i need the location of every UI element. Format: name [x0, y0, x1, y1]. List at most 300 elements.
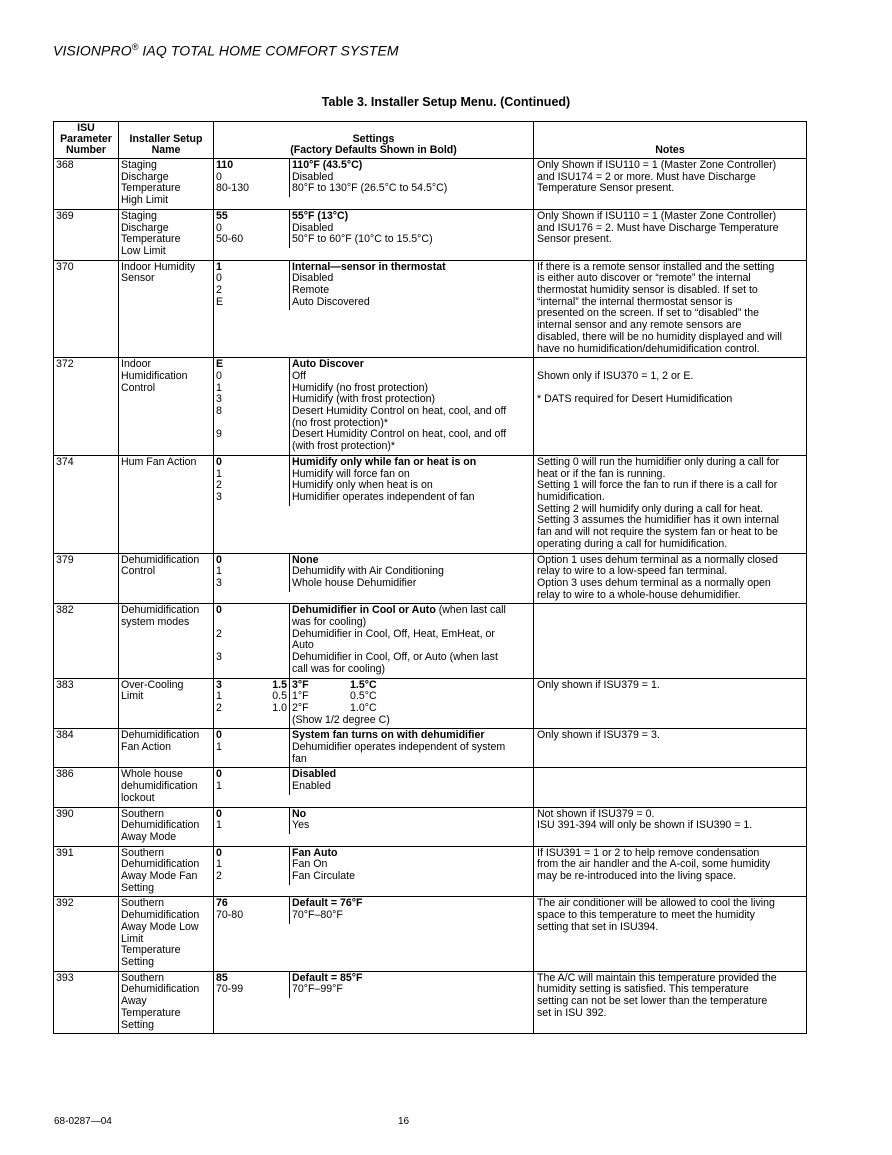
setting-description: (no frost protection)*	[292, 416, 388, 429]
param-number-cell	[54, 260, 119, 358]
setting-description-default: Dehumidifier in Cool or Auto	[292, 604, 436, 617]
notes-line: humidity setting is satisfied. This temperature	[537, 983, 749, 996]
setting-descriptions	[290, 847, 533, 885]
setup-name-cell	[119, 678, 214, 729]
table-header-row	[54, 122, 807, 159]
setup-name-line: Temperature	[121, 1006, 181, 1019]
setting-options	[214, 897, 290, 923]
document-header	[53, 42, 399, 59]
col-header-param-l2: Parameter	[60, 133, 112, 145]
param-number-cell	[54, 358, 119, 456]
setup-name-line: Fan Action	[121, 741, 172, 754]
setting-description: Default = 85°F	[292, 971, 363, 984]
setup-name-line: Humidification	[121, 369, 188, 382]
notes-line: and ISU174 = 2 or more. Must have Discharge	[537, 170, 756, 183]
setting-description: Auto	[292, 639, 314, 652]
setting-option-c: 1.5	[272, 678, 287, 691]
setting-descriptions	[290, 972, 533, 998]
setup-name-cell	[119, 768, 214, 807]
table-row	[54, 729, 807, 768]
settings-cell	[214, 358, 534, 456]
setting-option: 0	[216, 604, 222, 617]
table-row	[54, 846, 807, 897]
param-number-cell	[54, 159, 119, 210]
setting-option: 80-130	[216, 182, 249, 195]
setup-name-line: dehumidification	[121, 780, 198, 793]
setup-name-line: Setting	[121, 956, 154, 968]
setting-option: 1	[216, 381, 222, 394]
setup-name-line: Dehumidification	[121, 819, 200, 832]
footer-page-number: 16	[398, 1116, 410, 1127]
setup-name-line: Discharge	[121, 170, 169, 183]
setup-name-line: Limit	[121, 690, 144, 703]
notes-line: heat or if the fan is running.	[537, 467, 666, 480]
setting-description: Humidify (no frost protection)	[292, 381, 429, 394]
setup-name-line: Control	[121, 381, 156, 394]
setting-description: Internal—sensor in thermostat	[292, 260, 446, 273]
table-row	[54, 553, 807, 604]
setting-description: 70°F–99°F	[292, 983, 343, 996]
setup-name-line: Low Limit	[121, 244, 166, 257]
notes-line: Option 1 uses dehum terminal as a normally closed	[537, 553, 778, 566]
setting-description: Humidify will force fan on	[292, 467, 410, 480]
setup-name-line: Southern	[121, 807, 164, 820]
setup-name-line: Sensor	[121, 272, 155, 285]
settings-cell	[214, 846, 534, 897]
param-number: 382	[56, 604, 74, 617]
installer-setup-table	[53, 121, 807, 1034]
setting-option: 1	[216, 780, 222, 793]
param-number: 393	[56, 971, 74, 984]
notes-line: Shown only if ISU370 = 1, 2 or E.	[537, 369, 694, 382]
param-number: 379	[56, 553, 74, 566]
notes-line: Only Shown if ISU110 = 1 (Master Zone Controller)	[537, 209, 777, 222]
setting-description: Fan Circulate	[292, 870, 355, 883]
setting-option: 1	[216, 819, 222, 832]
setting-option: 70-99	[216, 983, 244, 996]
col-header-param-l1: ISU	[77, 122, 95, 134]
notes-line: presented on the screen. If set to “disabled” the	[537, 307, 760, 320]
setting-option: 0	[216, 369, 222, 382]
param-number-cell	[54, 604, 119, 678]
setting-option: 0	[216, 272, 222, 285]
setting-options	[214, 729, 290, 767]
setup-name-cell	[119, 729, 214, 768]
table-row	[54, 971, 807, 1034]
settings-cell	[214, 678, 534, 729]
setting-description: 80°F to 130°F (26.5°C to 54.5°C)	[292, 182, 448, 195]
setting-options	[214, 261, 290, 311]
col-header-name-l2: Name	[151, 144, 181, 156]
setup-name-line: Staging	[121, 209, 157, 222]
notes-line: may be re-introduced into the living space.	[537, 870, 737, 883]
notes-line: The air conditioner will be allowed to cool the living	[537, 897, 775, 910]
notes-line: Setting 1 will force the fan to run if there is a call for	[537, 479, 778, 492]
setting-option: 2	[216, 870, 222, 883]
setting-option: 2	[216, 627, 222, 640]
setting-description: Fan Auto	[292, 846, 338, 859]
setting-option: 2	[216, 284, 222, 297]
setup-name-cell	[119, 897, 214, 971]
notes-cell	[534, 768, 807, 807]
settings-cell	[214, 209, 534, 260]
setting-option: 0	[216, 807, 222, 820]
notes-line: Only shown if ISU379 = 1.	[537, 678, 660, 691]
setting-description: Humidify (with frost protection)	[292, 393, 436, 406]
setup-name-line: Indoor	[121, 358, 152, 371]
col-header-settings-l2: (Factory Defaults Shown in Bold)	[290, 144, 457, 156]
notes-cell	[534, 678, 807, 729]
param-number: 370	[56, 260, 74, 273]
notes-cell	[534, 455, 807, 553]
setting-options	[214, 972, 290, 998]
table-row	[54, 807, 807, 846]
setup-name-line: Whole house	[121, 768, 183, 781]
setting-option: 3	[216, 393, 222, 406]
notes-line: fan and will not require the system fan or heat to be	[537, 526, 778, 539]
setup-name-line: Dehumidification	[121, 858, 200, 871]
setting-descriptions	[290, 261, 533, 311]
footer-doc-number: 68-0287—04	[54, 1116, 112, 1127]
setup-name-cell	[119, 358, 214, 456]
param-number: 369	[56, 209, 74, 222]
setting-description-rest: (when last call	[435, 604, 506, 617]
setting-option: 1	[216, 741, 222, 754]
setting-description: Off	[292, 369, 306, 382]
param-number-cell	[54, 807, 119, 846]
setting-description: No	[292, 807, 307, 820]
setup-name-line: Over-Cooling	[121, 678, 184, 691]
notes-cell	[534, 260, 807, 358]
notes-line: Not shown if ISU379 = 0.	[537, 807, 655, 820]
table-body	[54, 159, 807, 1034]
table-row	[54, 358, 807, 456]
table-row	[54, 897, 807, 971]
setting-descriptions	[290, 210, 533, 248]
notes-line: ISU 391-394 will only be shown if ISU390 = 1.	[537, 819, 753, 832]
settings-cell	[214, 768, 534, 807]
setting-description: (with frost protection)*	[292, 440, 396, 453]
setting-option: 0	[216, 768, 222, 781]
param-number: 374	[56, 455, 74, 468]
notes-cell	[534, 729, 807, 768]
param-number: 383	[56, 678, 74, 691]
setting-description: Auto Discovered	[292, 295, 370, 308]
param-number: 392	[56, 897, 74, 910]
notes-cell	[534, 846, 807, 897]
setup-name-line: Setting	[121, 881, 154, 894]
setting-option-f: 1	[216, 690, 222, 703]
notes-line: Sensor present.	[537, 233, 612, 246]
notes-line: is either auto discover or “remote” the internal	[537, 272, 751, 285]
setting-description: Desert Humidity Control on heat, cool, and off	[292, 428, 507, 441]
setting-description: 50°F to 60°F (10°C to 15.5°C)	[292, 233, 433, 246]
setting-option: 1	[216, 565, 222, 578]
setup-name-cell	[119, 209, 214, 260]
setting-option: 3	[216, 490, 222, 503]
header-title-part1: VISIONPRO	[53, 42, 132, 59]
param-number-cell	[54, 971, 119, 1034]
table-row	[54, 768, 807, 807]
setup-name-line: system modes	[121, 616, 190, 629]
col-header-notes-l1: Notes	[655, 144, 685, 156]
setting-option: 3	[216, 651, 222, 664]
setup-name-line: Dehumidification	[121, 983, 200, 996]
notes-line: operating during a call for humidification.	[537, 537, 728, 550]
registered-mark: ®	[131, 42, 139, 52]
setup-name-line: Dehumidification	[121, 604, 200, 617]
setting-option-c: 0.5	[272, 690, 287, 703]
setting-description-c: 1.0°C	[350, 701, 377, 714]
setup-name-line: Away	[121, 995, 147, 1008]
setup-name-line: Temperature	[121, 233, 181, 246]
setup-name-line: Limit	[121, 932, 144, 945]
setup-name-line: Temperature	[121, 182, 181, 195]
notes-line: set in ISU 392.	[537, 1006, 607, 1019]
notes-line: humidification.	[537, 490, 605, 503]
notes-line: Setting 0 will run the humidifier only during a call for	[537, 455, 780, 468]
setting-description: 55°F (13°C)	[292, 209, 349, 222]
setting-option: 0	[216, 729, 222, 742]
param-number: 386	[56, 768, 74, 781]
param-number-cell	[54, 846, 119, 897]
notes-line: space to this temperature to meet the humidity	[537, 909, 755, 922]
setting-descriptions	[290, 808, 533, 834]
setting-options	[214, 808, 290, 834]
setup-name-line: Away Mode Fan	[121, 870, 198, 883]
setting-description: Enabled	[292, 780, 331, 793]
setting-description: fan	[292, 752, 307, 765]
setting-description-f: 1°F	[292, 690, 309, 703]
setting-option	[216, 617, 287, 629]
setup-name-cell	[119, 455, 214, 553]
setup-name-cell	[119, 553, 214, 604]
param-number: 368	[56, 159, 74, 171]
table-row	[54, 209, 807, 260]
setting-descriptions	[290, 729, 533, 767]
setting-option: 1	[216, 467, 222, 480]
setup-name-line: Southern	[121, 897, 164, 910]
setting-option: 2	[216, 479, 222, 492]
notes-line: If ISU391 = 1 or 2 to help remove condensation	[537, 846, 760, 859]
setting-description: None	[292, 553, 319, 566]
setup-name-cell	[119, 846, 214, 897]
setting-description: Disabled	[292, 221, 334, 234]
setup-name-cell	[119, 807, 214, 846]
setup-name-line: Temperature	[121, 944, 181, 957]
setting-description-pair	[292, 680, 531, 692]
table-title: Table 3. Installer Setup Menu. (Continued)	[321, 95, 571, 109]
setting-option: 70-80	[216, 909, 244, 922]
param-number-cell	[54, 678, 119, 729]
setting-option: 0	[216, 455, 222, 468]
setting-descriptions	[290, 456, 533, 506]
notes-cell	[534, 209, 807, 260]
header-title-part2: IAQ TOTAL HOME COMFORT SYSTEM	[138, 42, 399, 59]
setting-description-pair	[292, 703, 531, 715]
settings-cell	[214, 604, 534, 678]
setup-name-line: Dehumidification	[121, 553, 200, 566]
setting-description: Dehumidifier in Cool, Off, Heat, EmHeat, or	[292, 627, 495, 640]
notes-line: disabled, there will be no humidity displayed and will	[537, 330, 782, 343]
setup-name-cell	[119, 604, 214, 678]
setting-options	[214, 159, 290, 197]
setting-options	[214, 358, 290, 455]
setting-descriptions	[290, 768, 533, 794]
notes-line: The A/C will maintain this temperature provided the	[537, 971, 777, 984]
setting-options	[214, 768, 290, 794]
setting-description-pair	[292, 691, 531, 703]
setting-option: 3	[216, 576, 222, 589]
setup-name-line: Away Mode Low	[121, 920, 199, 933]
notes-line: setting can not be set lower than the temperature	[537, 995, 768, 1008]
param-number-cell	[54, 897, 119, 971]
setting-option: 0	[216, 553, 222, 566]
setting-options	[214, 679, 290, 729]
settings-cell	[214, 897, 534, 971]
notes-line: setting that set in ISU394.	[537, 920, 659, 933]
notes-cell	[534, 971, 807, 1034]
setup-name-line: lockout	[121, 791, 155, 804]
setting-option: 0	[216, 170, 222, 183]
setting-option: 1	[216, 260, 222, 273]
setting-description: Humidify only when heat is on	[292, 479, 433, 492]
notes-line: internal sensor and any remote sensors are	[537, 319, 742, 332]
setting-description: Dehumidifier operates independent of system	[292, 741, 506, 754]
notes-line: Only Shown if ISU110 = 1 (Master Zone Controller)	[537, 159, 777, 171]
setting-description-c: 1.5°C	[350, 678, 377, 691]
setup-name-line: High Limit	[121, 194, 169, 207]
setting-description: Dehumidifier in Cool, Off, or Auto (when last	[292, 651, 498, 664]
setting-description-note: (Show 1/2 degree C)	[292, 713, 390, 726]
setup-name-line: Dehumidification	[121, 909, 200, 922]
settings-cell	[214, 807, 534, 846]
setting-descriptions	[290, 554, 533, 592]
setting-description-f: 2°F	[292, 701, 309, 714]
setting-option: 76	[216, 897, 228, 910]
table-row	[54, 260, 807, 358]
param-number-cell	[54, 209, 119, 260]
notes-cell	[534, 807, 807, 846]
setting-description: Desert Humidity Control on heat, cool, and off	[292, 405, 507, 418]
col-header-settings	[214, 122, 534, 159]
param-number: 384	[56, 729, 74, 742]
notes-line: relay to wire to a low-speed fan terminal.	[537, 565, 728, 578]
setting-option: 55	[216, 209, 228, 222]
setting-option: 9	[216, 428, 222, 441]
param-number-cell	[54, 553, 119, 604]
setup-name-cell	[119, 260, 214, 358]
setting-descriptions	[290, 159, 533, 197]
settings-cell	[214, 971, 534, 1034]
settings-cell	[214, 553, 534, 604]
table-row	[54, 678, 807, 729]
notes-line: have no humidification/dehumidification control.	[537, 342, 760, 355]
param-number-cell	[54, 768, 119, 807]
notes-line: * DATS required for Desert Humidification	[537, 393, 733, 406]
notes-cell	[534, 358, 807, 456]
setting-option: 110	[216, 159, 234, 171]
setting-option-f: 2	[216, 701, 222, 714]
setup-name-line: Discharge	[121, 221, 169, 234]
setup-name-cell	[119, 159, 214, 210]
setting-descriptions	[290, 897, 533, 923]
setting-description: Disabled	[292, 272, 334, 285]
notes-line: and ISU176 = 2. Must have Discharge Temperature	[537, 221, 779, 234]
setting-description: Fan On	[292, 858, 328, 871]
notes-line: Option 3 uses dehum terminal as a normally open	[537, 576, 771, 589]
notes-line: If there is a remote sensor installed and the setting	[537, 260, 775, 273]
setting-option: E	[216, 295, 224, 308]
setting-description: Remote	[292, 284, 330, 297]
setting-description: Auto Discover	[292, 358, 364, 371]
param-number: 390	[56, 807, 74, 820]
setting-option: E	[216, 358, 224, 371]
setting-description-c: 0.5°C	[350, 690, 377, 703]
setting-description: 70°F–80°F	[292, 909, 343, 922]
table-row	[54, 159, 807, 210]
notes-line: relay to wire to a whole-house dehumidifier.	[537, 588, 741, 601]
setting-description: Disabled	[292, 170, 334, 183]
setting-description-f: 3°F	[292, 678, 309, 691]
setting-option: 50-60	[216, 233, 244, 246]
setting-option: 85	[216, 971, 228, 984]
table-row	[54, 604, 807, 678]
setting-description: Dehumidify with Air Conditioning	[292, 565, 444, 578]
setting-options	[214, 210, 290, 248]
param-number-cell	[54, 455, 119, 553]
setup-name-line: Southern	[121, 846, 164, 859]
setting-option: 0	[216, 846, 222, 859]
setting-option	[216, 418, 287, 430]
col-header-name-l1: Installer Setup	[129, 133, 203, 145]
notes-line: Temperature Sensor present.	[537, 182, 675, 195]
notes-line: thermostat humidity sensor is disabled. If set to	[537, 284, 758, 297]
setting-option: 8	[216, 405, 222, 418]
param-number: 391	[56, 846, 74, 859]
setting-options	[214, 456, 290, 506]
setting-descriptions	[290, 604, 533, 677]
setting-description: call was for cooling)	[292, 662, 386, 675]
setting-option-pair	[216, 703, 287, 715]
setting-options	[214, 554, 290, 592]
setting-description: Humidify only while fan or heat is on	[292, 455, 477, 468]
notes-cell	[534, 604, 807, 678]
setting-option: 0	[216, 221, 222, 234]
notes-line: Setting 2 will humidify only during a call for heat.	[537, 502, 764, 515]
col-header-settings-l1: Settings	[352, 133, 395, 145]
setup-name-line: Setting	[121, 1018, 154, 1031]
setup-name-line: Control	[121, 565, 156, 578]
setting-description: Disabled	[292, 768, 337, 781]
setting-option: 1	[216, 858, 222, 871]
setting-descriptions	[290, 358, 533, 455]
col-header-name	[119, 122, 214, 159]
setting-description: Yes	[292, 819, 310, 832]
settings-cell	[214, 455, 534, 553]
settings-cell	[214, 729, 534, 768]
setup-name-line: Southern	[121, 971, 164, 984]
col-header-param-l3: Number	[65, 144, 107, 156]
setting-option-f: 3	[216, 678, 222, 691]
setting-options	[214, 604, 290, 677]
settings-cell	[214, 159, 534, 210]
settings-cell	[214, 260, 534, 358]
setting-description: Default = 76°F	[292, 897, 363, 910]
setup-name-line: Hum Fan Action	[121, 455, 197, 468]
notes-line: “internal” the internal thermostat sensor is	[537, 295, 733, 308]
setting-option-c: 1.0	[272, 701, 287, 714]
